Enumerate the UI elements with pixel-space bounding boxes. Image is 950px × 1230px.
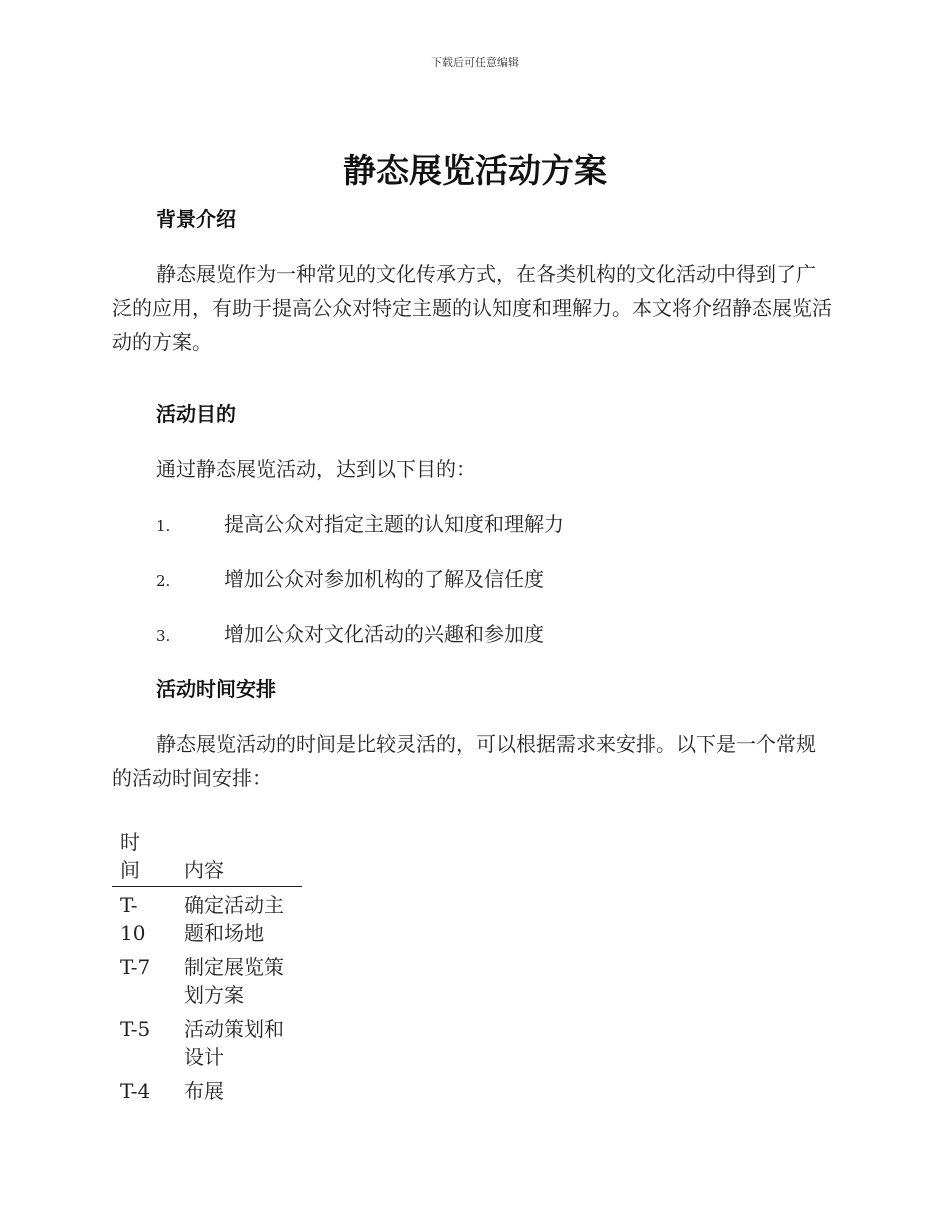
time-value: T-4: [120, 1079, 151, 1103]
list-text: 增加公众对文化活动的兴趣和参加度: [224, 622, 544, 646]
time-value: T-5: [120, 1017, 151, 1041]
table-cell-time: [112, 949, 184, 1011]
header-content-label: 内容: [184, 858, 224, 882]
table-header-time: [112, 828, 184, 887]
purpose-intro: 通过静态展览活动，达到以下目的：: [156, 457, 476, 481]
list-number: 3.: [156, 627, 171, 645]
table-cell-content: [184, 1011, 302, 1073]
table-cell-time: [112, 1011, 184, 1073]
time-value: T-7: [120, 955, 151, 979]
content-value: 制定展览策划方案: [184, 955, 284, 1007]
table-row: [112, 1011, 302, 1073]
table-cell-time: [112, 1073, 184, 1107]
content-value: 布展: [184, 1079, 224, 1103]
list-text: 增加公众对参加机构的了解及信任度: [224, 567, 544, 591]
section-heading-background: 背景介绍: [156, 207, 236, 231]
table-cell-content: [184, 1073, 302, 1107]
background-paragraph: [112, 257, 832, 359]
section-heading-purpose: 活动目的: [156, 402, 236, 426]
table-header-row: [112, 828, 302, 887]
schedule-paragraph-text: 静态展览活动的时间是比较灵活的，可以根据需求来安排。以下是一个常规的活动时间安排：: [112, 732, 816, 790]
list-number: 1.: [156, 517, 171, 535]
time-value: T-10: [120, 893, 146, 945]
schedule-table: [112, 828, 302, 1107]
content-value: 确定活动主题和场地: [184, 893, 284, 945]
table-cell-time: [112, 887, 184, 950]
page-header-note: 下载后可任意编辑: [431, 56, 519, 69]
purpose-list-item: [156, 510, 836, 540]
table-cell-content: [184, 887, 302, 950]
document-title: 静态展览活动方案: [343, 151, 607, 190]
table-header-content: [184, 828, 302, 887]
table-row: [112, 887, 302, 950]
header-time-label: 时间: [120, 830, 140, 882]
purpose-list-item: [156, 565, 836, 595]
table-row: [112, 949, 302, 1011]
section-heading-schedule: 活动时间安排: [156, 677, 276, 701]
schedule-paragraph: [112, 727, 832, 795]
list-number: 2.: [156, 572, 171, 590]
table-row: [112, 1073, 302, 1107]
table-cell-content: [184, 949, 302, 1011]
purpose-list-item: [156, 620, 836, 650]
list-text: 提高公众对指定主题的认知度和理解力: [224, 512, 564, 536]
background-paragraph-text: 静态展览作为一种常见的文化传承方式，在各类机构的文化活动中得到了广泛的应用，有助于提高公众对特定主题的认知度和理解力。本文将介绍静态展览活动的方案。: [112, 262, 832, 354]
content-value: 活动策划和设计: [184, 1017, 284, 1069]
